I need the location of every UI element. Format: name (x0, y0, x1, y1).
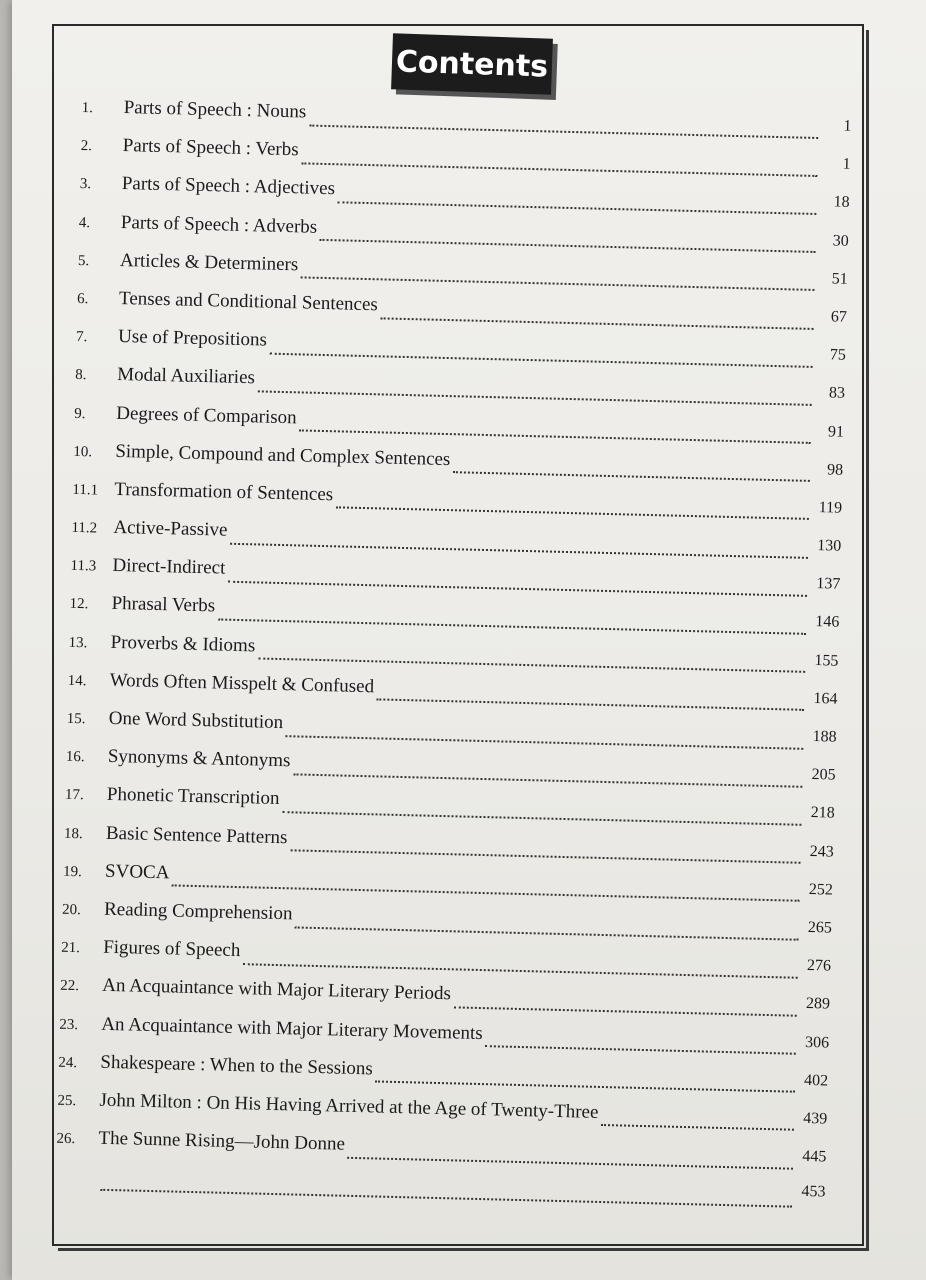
toc-entry-title: Articles & Determiners (119, 249, 299, 276)
leader-dots (380, 316, 813, 330)
toc-entry-number: 11.3 (70, 558, 97, 575)
leader-dots (336, 506, 809, 521)
toc-entry-page: 119 (818, 499, 843, 517)
toc-entry-page: 67 (830, 308, 848, 326)
leader-dots (454, 1005, 797, 1016)
leader-dots (377, 698, 804, 711)
table-of-contents (55, 96, 852, 1222)
leader-dots (348, 1155, 793, 1169)
toc-entry-number: 12. (69, 596, 89, 613)
toc-entry-title: Shakespeare : When to the Sessions (100, 1051, 374, 1080)
toc-entry-page: 1 (842, 155, 851, 173)
toc-entry-page: 243 (809, 842, 834, 861)
leader-dots (338, 200, 817, 215)
toc-entry-title: Synonyms & Antonyms (107, 746, 291, 772)
toc-entry-page: 289 (805, 995, 831, 1013)
toc-entry-page: 453 (801, 1183, 826, 1201)
toc-entry-title: Degrees of Comparison (116, 402, 297, 428)
toc-entry-number: 19. (62, 863, 82, 880)
toc-entry-title: Parts of Speech : Verbs (122, 135, 299, 161)
toc-entry-number: 25. (57, 1092, 77, 1110)
toc-entry-number (56, 1178, 98, 1179)
toc-entry-number: 1. (81, 99, 94, 117)
toc-entry-number: 21. (60, 939, 81, 957)
toc-entry-page: 205 (811, 766, 836, 784)
toc-entry-number: 22. (60, 978, 80, 995)
toc-entry-title: Direct-Indirect (112, 555, 226, 579)
toc-entry-page: 218 (810, 804, 835, 822)
contents-heading: Contents (391, 33, 553, 95)
toc-entry-number: 11.1 (72, 481, 99, 499)
toc-entry-title: Parts of Speech : Nouns (123, 97, 307, 123)
toc-entry-number: 4. (78, 214, 91, 231)
toc-entry-page: 30 (832, 231, 849, 250)
leader-dots (295, 925, 799, 940)
leader-dots (228, 580, 807, 597)
toc-entry-number: 11.2 (71, 519, 98, 537)
toc-entry-title: Basic Sentence Patterns (105, 822, 288, 848)
toc-entry-page: 137 (816, 575, 841, 593)
toc-entry-page: 18 (833, 193, 850, 212)
toc-entry-title: Words Often Misspelt & Confused (109, 669, 375, 698)
toc-entry-title: An Acquaintance with Major Literary Periods (102, 975, 452, 1005)
toc-entry-number: 13. (68, 634, 88, 651)
toc-entry-page: 51 (831, 270, 848, 288)
toc-entry-title: Reading Comprehension (103, 898, 293, 925)
toc-entry-page: 130 (817, 537, 842, 555)
leader-dots (601, 1123, 794, 1131)
toc-entry-number: 6. (76, 290, 89, 308)
toc-entry-page: 1 (843, 117, 852, 135)
leader-dots (299, 429, 810, 444)
toc-entry-page: 188 (812, 728, 837, 746)
leader-dots (218, 618, 806, 635)
toc-entry-title: Transformation of Sentences (114, 478, 334, 506)
toc-entry-page: 276 (806, 957, 832, 975)
toc-entry-title: One Word Substitution (108, 707, 284, 734)
toc-entry-number: 17. (64, 787, 84, 804)
leader-dots (485, 1044, 795, 1055)
toc-entry-number: 16. (65, 748, 85, 766)
toc-entry-page: 445 (802, 1147, 827, 1166)
toc-entry-page: 265 (807, 918, 833, 937)
toc-entry-page: 155 (814, 651, 839, 670)
toc-entry-title: The Sunne Rising—John Donne (98, 1127, 346, 1155)
toc-entry-page: 91 (827, 422, 845, 441)
toc-entry-title: SVOCA (104, 860, 170, 884)
leader-dots (282, 810, 801, 826)
toc-entry-title: Parts of Speech : Adjectives (121, 173, 336, 200)
toc-entry-number: 7. (75, 329, 88, 346)
toc-entry-number: 26. (56, 1130, 76, 1148)
toc-entry-title: Phrasal Verbs (111, 593, 216, 617)
toc-entry-title: Active-Passive (113, 516, 228, 541)
toc-entry-number: 8. (74, 367, 87, 384)
leader-dots (290, 848, 800, 863)
leader-dots (230, 541, 808, 558)
leader-dots (270, 351, 813, 367)
toc-entry-title: Use of Prepositions (117, 326, 268, 351)
toc-entry-page: 98 (826, 461, 844, 479)
toc-entry-title: Modal Auxiliaries (116, 364, 256, 389)
leader-dots (453, 470, 810, 482)
toc-entry-number: 2. (80, 138, 93, 155)
leader-dots (100, 1188, 792, 1208)
toc-entry-page: 75 (829, 346, 847, 364)
toc-entry-number: 3. (79, 176, 92, 193)
leader-dots (258, 389, 812, 406)
toc-entry-number: 24. (58, 1054, 78, 1071)
toc-entry-page: 439 (803, 1109, 828, 1128)
leader-dots (301, 276, 815, 292)
toc-entry-title: Tenses and Conditional Sentences (118, 287, 379, 316)
toc-entry-number: 20. (61, 901, 82, 919)
leader-dots (258, 657, 805, 673)
toc-entry-page: 146 (815, 613, 840, 632)
toc-entry-title: Proverbs & Idioms (110, 631, 256, 657)
toc-entry-number: 18. (63, 825, 83, 842)
leader-dots (301, 161, 817, 177)
toc-entry-page: 306 (804, 1033, 830, 1052)
toc-entry-number: 23. (59, 1016, 79, 1033)
book-page (12, 0, 926, 1280)
leader-dots (320, 238, 816, 253)
toc-entry-page: 83 (828, 384, 846, 403)
leader-dots (375, 1080, 794, 1093)
leader-dots (172, 884, 799, 902)
toc-entry-number: 15. (66, 710, 86, 728)
toc-entry-page: 252 (808, 880, 834, 899)
toc-entry-title: Phonetic Transcription (106, 784, 280, 810)
toc-entry-number: 9. (74, 405, 86, 422)
toc-entry-page: 164 (813, 689, 838, 708)
toc-entry-title: John Milton : On His Having Arrived at the Age of Twenty-Three (99, 1089, 599, 1123)
leader-dots (309, 123, 818, 138)
leader-dots (243, 962, 798, 979)
toc-entry-title: Figures of Speech (102, 936, 241, 962)
toc-entry-title: An Acquaintance with Major Literary Movements (101, 1013, 483, 1044)
leader-dots (293, 772, 802, 787)
toc-entry-title: Simple, Compound and Complex Sentences (115, 440, 451, 470)
toc-entry-number: 14. (67, 672, 87, 690)
toc-entry-page: 402 (803, 1071, 829, 1090)
toc-entry-number: 5. (77, 252, 90, 269)
leader-dots (286, 734, 804, 750)
toc-entry-number: 10. (73, 443, 93, 461)
toc-entry-title: Parts of Speech : Adverbs (120, 211, 318, 238)
